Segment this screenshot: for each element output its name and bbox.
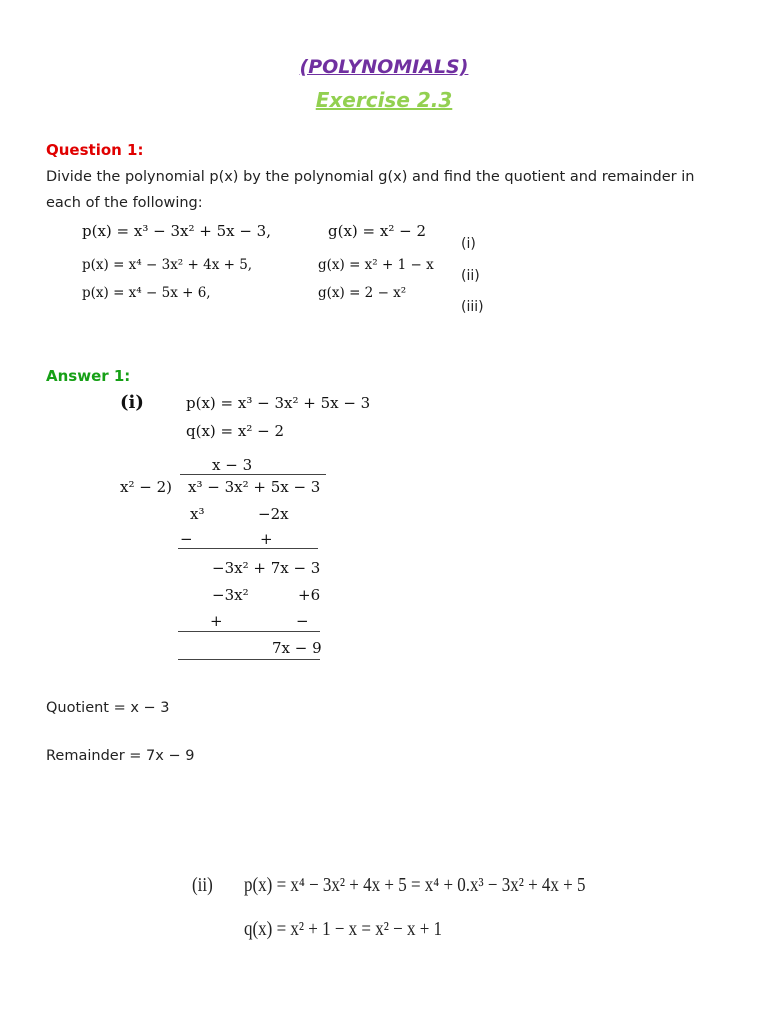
division-step1-a: x³ <box>190 505 205 523</box>
quotient-text: Quotient = x − 3 <box>46 700 170 716</box>
division-rule-3 <box>178 659 320 660</box>
question-text: Divide the polynomial p(x) by the polynomial g(x) and find the quotient and remainder in each of the following: <box>46 169 695 211</box>
division-step2-b: +6 <box>298 586 321 604</box>
division-signs1-a: − <box>180 530 193 548</box>
division-rule-1 <box>178 548 318 549</box>
remainder-text: Remainder = 7x − 9 <box>46 748 195 764</box>
question-item-iii-label: (iii) <box>461 299 484 315</box>
question-item-iii-g: g(x) = 2 − x² <box>318 285 407 301</box>
question-item-iii-p: p(x) = x⁴ − 5x + 6, <box>82 285 211 301</box>
division-bar <box>180 474 326 475</box>
answer-heading: Answer 1: <box>46 367 131 385</box>
question-item-ii-label: (ii) <box>461 268 480 284</box>
division-quotient: x − 3 <box>212 456 253 474</box>
answer-part-i-p: p(x) = x³ − 3x² + 5x − 3 <box>186 394 371 412</box>
division-final: 7x − 9 <box>272 639 322 657</box>
division-signs2-a: + <box>210 612 223 630</box>
question-item-i-p: p(x) = x³ − 3x² + 5x − 3, <box>82 222 271 240</box>
answer-part-ii-label: (ii) <box>192 874 213 896</box>
question-item-ii-p: p(x) = x⁴ − 3x² + 4x + 5, <box>82 257 253 273</box>
answer-part-ii-g: q(x) = x² + 1 − x = x² − x + 1 <box>244 918 443 940</box>
chapter-title: (POLYNOMIALS) <box>299 56 469 78</box>
division-signs1-b: + <box>260 530 273 548</box>
division-step2-a: −3x² <box>212 586 249 604</box>
division-signs2-b: − <box>296 612 309 630</box>
division-rule-2 <box>178 631 320 632</box>
question-item-ii-g: g(x) = x² + 1 − x <box>318 257 434 273</box>
division-step1-b: −2x <box>258 505 289 523</box>
division-divisor: x² − 2) <box>120 478 172 496</box>
answer-part-i-label: (i) <box>120 392 144 413</box>
answer-part-ii-p: p(x) = x⁴ − 3x² + 4x + 5 = x⁴ + 0.x³ − 3x² + 4x + 5 <box>244 874 586 896</box>
division-dividend: x³ − 3x² + 5x − 3 <box>188 478 321 496</box>
exercise-title: Exercise 2.3 <box>315 88 453 112</box>
answer-part-i-g: q(x) = x² − 2 <box>186 422 284 440</box>
question-item-i-g: g(x) = x² − 2 <box>328 222 426 240</box>
question-heading: Question 1: <box>46 141 144 159</box>
division-remainder-1: −3x² + 7x − 3 <box>212 559 321 577</box>
question-item-i-label: (i) <box>461 236 476 252</box>
